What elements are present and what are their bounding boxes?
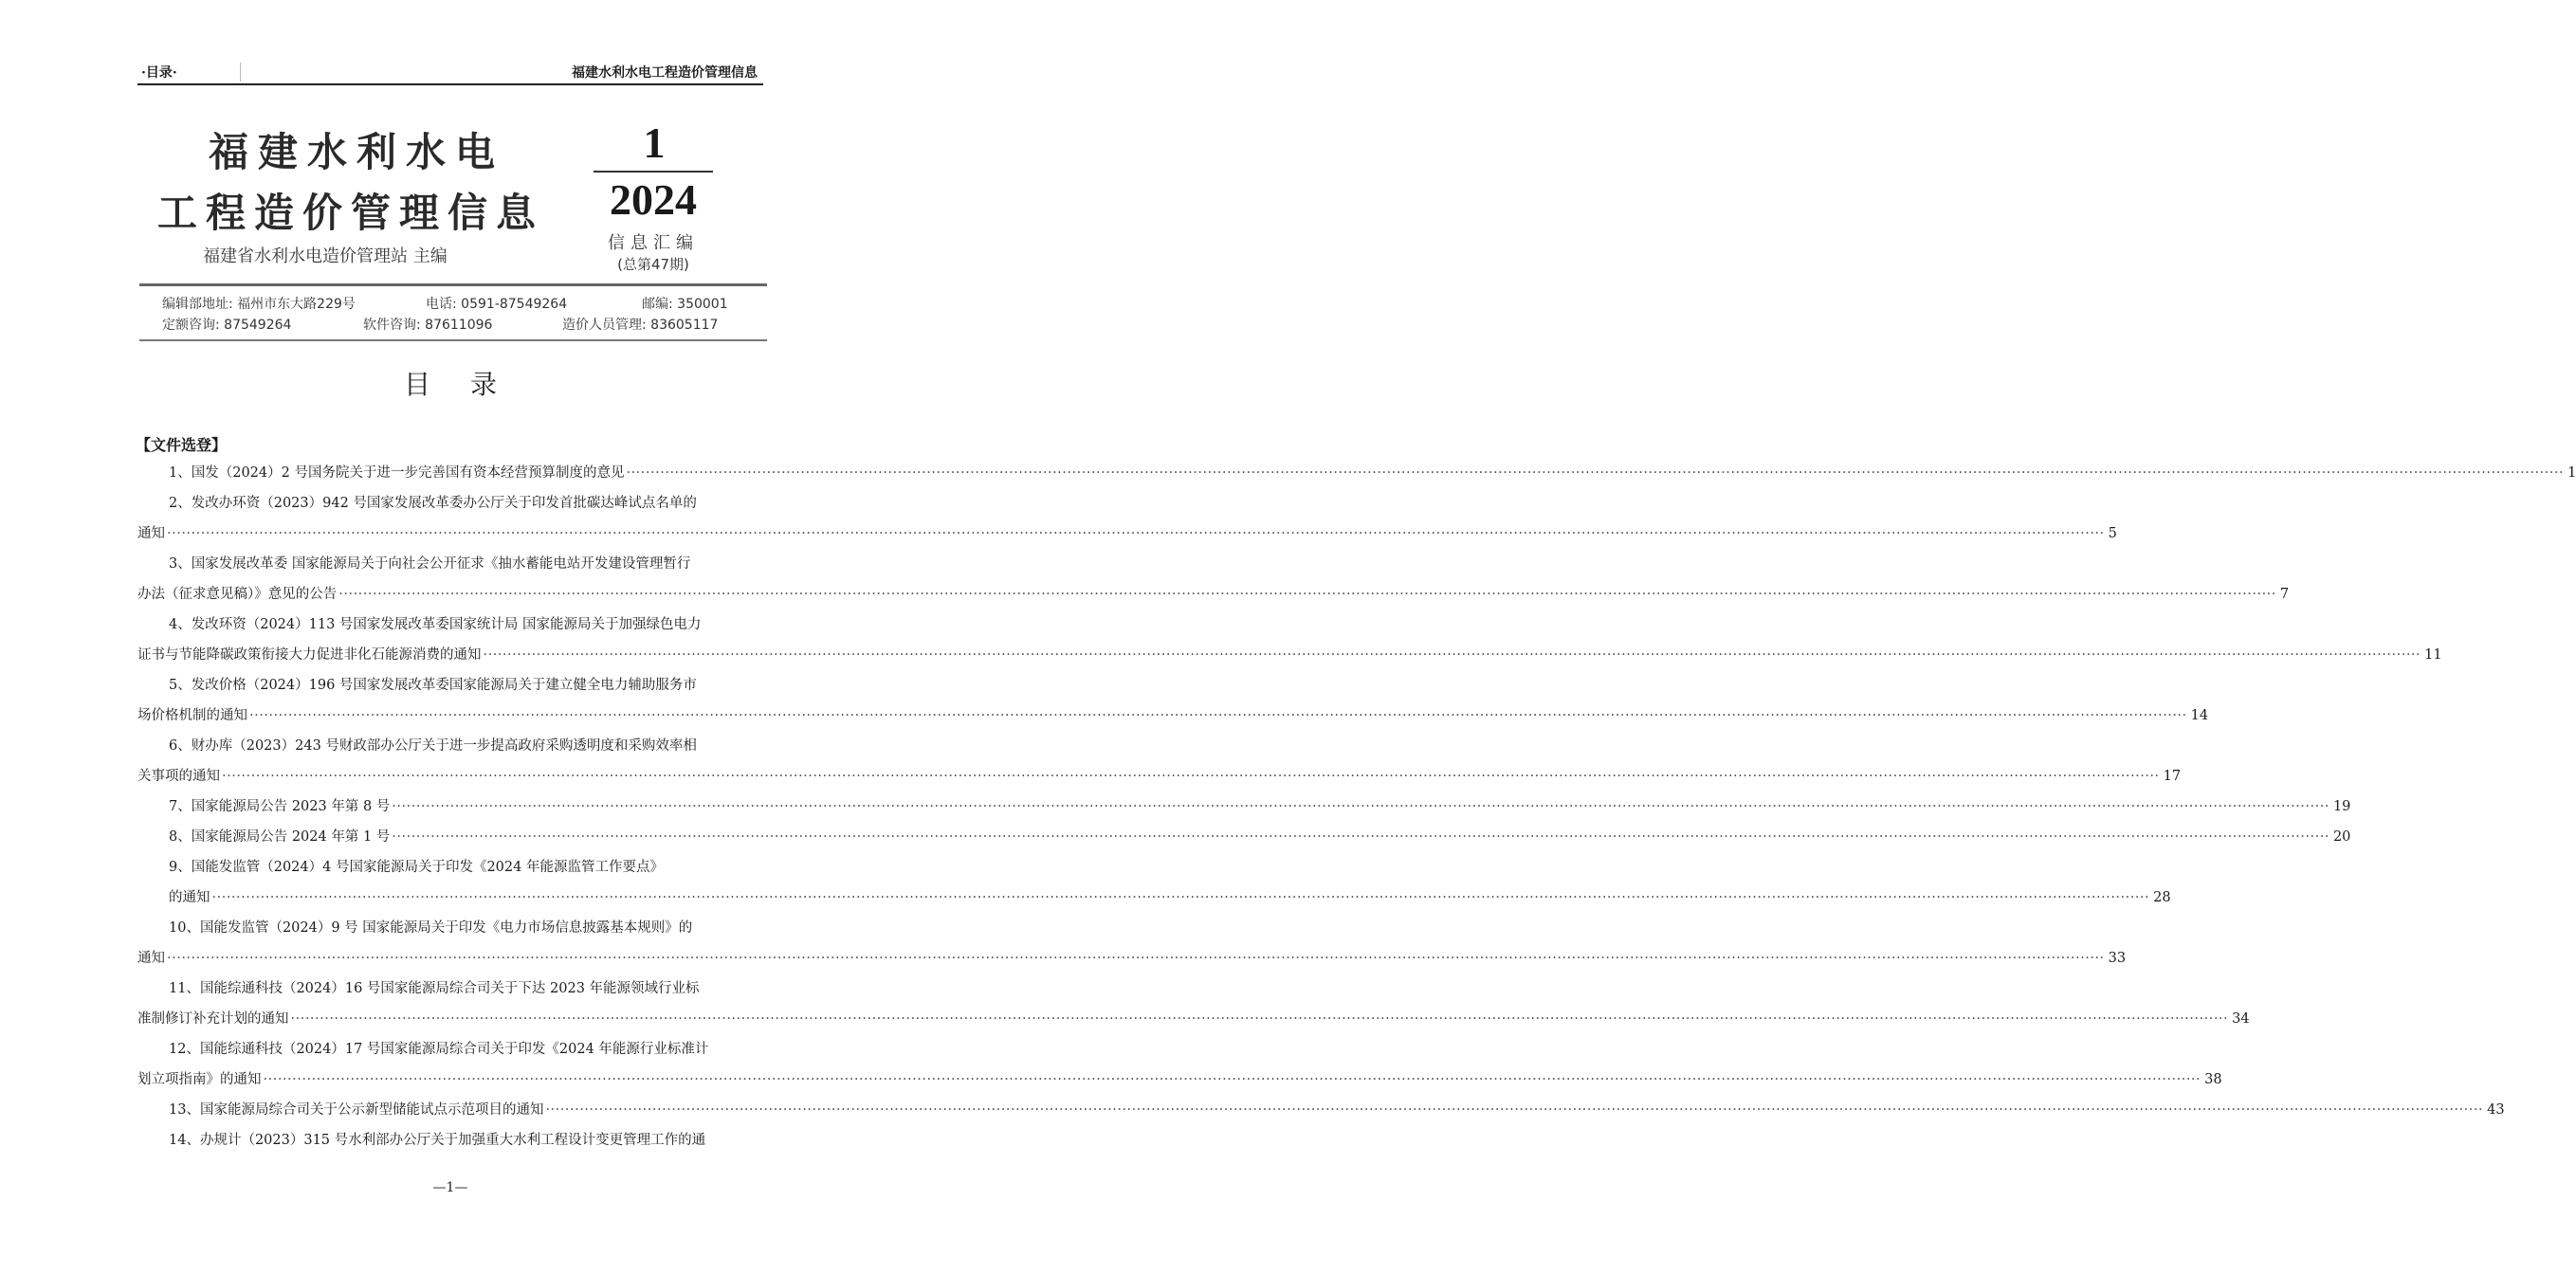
toc-entry-text: 5、发改价格（2024）196 号国家发展改革委国家能源局关于建立健全电力辅助服务市 (169, 678, 697, 693)
toc-entry-text: 的通知 (169, 890, 210, 905)
toc-leader-dots: ················································································································································································································································································································································································································ (167, 951, 2105, 966)
toc-entry-line (169, 977, 777, 1000)
toc-entry-text: 关事项的通知 (137, 769, 220, 784)
toc-entry-text: 14、办规计（2023）315 号水利部办公厅关于加强重大水利工程设计变更管理工作的通 (169, 1133, 706, 1148)
toc-entry-text: 划立项指南》的通知 (137, 1072, 262, 1087)
issue-type: 信息汇编 (608, 233, 699, 253)
toc-entry-line (169, 553, 777, 575)
masthead-title-line2: 工程造价管理信息 (157, 190, 545, 236)
toc-entry-text: 10、国能发监管（2024）9 号 国家能源局关于印发《电力市场信息披露基本规则》的 (169, 920, 693, 936)
toc-entry-line (169, 917, 777, 939)
toc-entry-line (137, 947, 2127, 970)
toc-entry-line (137, 644, 2442, 666)
contact-postcode: 邮编: 350001 (642, 297, 728, 312)
masthead-title-line1: 福建水利水电 (209, 129, 505, 175)
toc-entry-text: 证书与节能降碳政策衔接大力促进非化石能源消费的通知 (137, 647, 482, 663)
toc-entry-line (169, 1129, 777, 1152)
toc-entry-text: 通知 (137, 526, 165, 541)
toc-page-number: 7 (2279, 587, 2290, 602)
toc-entry-text: 办法（征求意见稿）》意见的公告 (137, 587, 338, 602)
contact-cost-staff: 造价人员管理: 83605117 (562, 318, 719, 333)
toc-entry-text: 1、国发（2024）2 号国务院关于进一步完善国有资本经营预算制度的意见 (169, 465, 625, 481)
toc-entry-line (169, 1038, 777, 1061)
contact-quota: 定额咨询: 87549264 (162, 318, 292, 333)
toc-entry-text: 2、发改办环资（2023）942 号国家发展改革委办公厅关于印发首批碳达峰试点名单的 (169, 496, 697, 511)
issue-number: 1 (643, 118, 666, 167)
toc-entry-line (137, 583, 2290, 606)
toc-page-number: 5 (2108, 526, 2117, 541)
toc-entry-text: 通知 (137, 951, 165, 966)
toc-entry-line (137, 1008, 2250, 1030)
toc-entry-text: 8、国家能源局公告 2024 年第 1 号 (169, 829, 391, 845)
toc-page-number: 19 (2332, 799, 2351, 814)
toc-entry-text: 12、国能综通科技（2024）17 号国家能源局综合司关于印发《2024 年能源行业标准计 (169, 1042, 709, 1057)
toc-leader-dots: ················································································································································································································································································································································································································ (392, 829, 2329, 845)
toc-page-number: 28 (2153, 890, 2171, 905)
toc-leader-dots: ················································································································································································································································································································································································································ (167, 526, 2105, 541)
toc-entry-line (169, 462, 2576, 484)
toc-entry-line (169, 886, 2171, 909)
contact-address: 编辑部地址: 福州市东大路229号 (162, 297, 356, 312)
toc-leader-dots: ················································································································································································································································································································································································································ (290, 1011, 2229, 1027)
toc-leader-dots: ················································································································································································································································································································································································································ (263, 1072, 2201, 1087)
toc-page-number: 1 (2567, 465, 2576, 481)
toc-entry-line (169, 1099, 2505, 1121)
toc-entry-text: 6、财办库（2023）243 号财政部办公厅关于进一步提高政府采购透明度和采购效率相 (169, 738, 697, 754)
masthead-editor: 福建省水利水电造价管理站 主编 (203, 246, 448, 266)
toc-entry-text: 9、国能发监管（2024）4 号国家能源局关于印发《2024 年能源监管工作要点》 (169, 860, 664, 875)
running-header-divider (240, 63, 241, 82)
toc-page-number: 33 (2108, 951, 2127, 966)
toc-entry-text: 3、国家发展改革委 国家能源局关于向社会公开征求《抽水蓄能电站开发建设管理暂行 (169, 556, 691, 572)
toc-entry-line (169, 735, 777, 757)
toc-leader-dots: ················································································································································································································································································································································································································ (483, 647, 2421, 663)
contact-software: 软件咨询: 87611096 (363, 318, 493, 333)
toc-page-number: 17 (2163, 769, 2182, 784)
toc-entry-text: 场价格机制的通知 (137, 708, 247, 723)
running-header (137, 59, 763, 85)
section-label: 【文件选登】 (136, 436, 228, 454)
toc-entry-line (169, 826, 2351, 848)
toc-entry-text: 13、国家能源局综合司关于公示新型储能试点示范项目的通知 (169, 1102, 544, 1118)
contact-phone: 电话: 0591-87549264 (426, 297, 568, 312)
toc-entry-line (137, 704, 2209, 727)
toc-entry-text: 7、国家能源局公告 2023 年第 8 号 (169, 799, 391, 814)
toc-leader-dots: ················································································································································································································································································································································································································ (249, 708, 2187, 723)
toc-leader-dots: ················································································································································································································································································································································································································ (626, 465, 2565, 481)
running-header-section: ·目录· (141, 65, 177, 81)
toc-page-number: 14 (2190, 708, 2209, 723)
toc-page-number: 11 (2424, 647, 2442, 663)
toc-entry-text: 11、国能综通科技（2024）16 号国家能源局综合司关于下达 2023 年能源领域行业标 (169, 981, 700, 996)
running-header-publication: 福建水利水电工程造价管理信息 (572, 65, 758, 81)
toc-title: 目录 (403, 369, 537, 400)
issue-total: (总第47期) (617, 256, 689, 273)
toc-entry-line (169, 492, 777, 515)
page-number: —1— (432, 1180, 468, 1195)
toc-page-number: 34 (2232, 1011, 2250, 1027)
toc-page-number: 38 (2204, 1072, 2222, 1087)
toc-entry-text: 准制修订补充计划的通知 (137, 1011, 289, 1027)
toc-entry-line (137, 1068, 2222, 1091)
issue-divider (594, 171, 713, 173)
toc-entry-line (169, 613, 777, 636)
toc-page-number: 43 (2487, 1102, 2505, 1118)
toc-leader-dots: ················································································································································································································································································································································································································ (392, 799, 2329, 814)
toc-leader-dots: ················································································································································································································································································································································································································ (338, 587, 2276, 602)
toc-entry-text: 4、发改环资（2024）113 号国家发展改革委国家统计局 国家能源局关于加强绿色电力 (169, 617, 702, 632)
toc-entry-line (169, 856, 777, 879)
toc-page-number: 20 (2332, 829, 2351, 845)
contact-box (139, 283, 767, 341)
toc-leader-dots: ················································································································································································································································································································································································································ (545, 1102, 2484, 1118)
toc-entry-line (137, 522, 2117, 545)
toc-leader-dots: ················································································································································································································································································································································································································ (222, 769, 2160, 784)
issue-year: 2024 (610, 175, 697, 224)
toc-entry-line (137, 765, 2182, 788)
toc-entry-line (169, 795, 2351, 818)
toc-leader-dots: ················································································································································································································································································································································································································ (211, 890, 2150, 905)
toc-entry-line (169, 674, 777, 697)
